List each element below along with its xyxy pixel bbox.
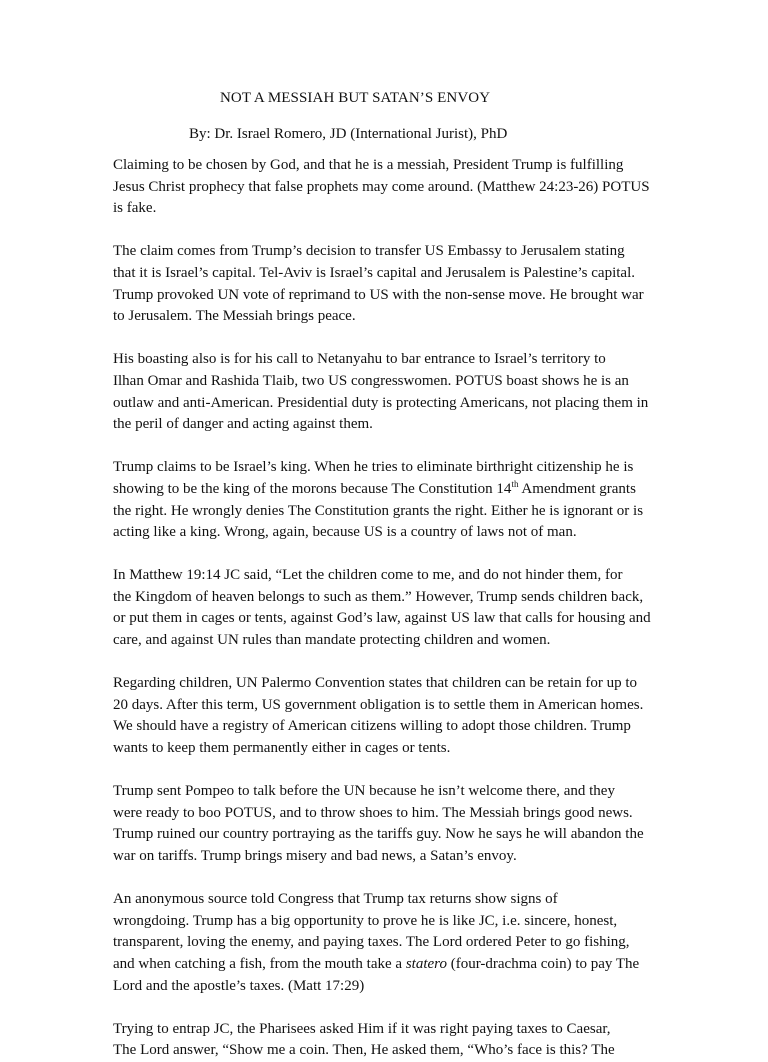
- text-line: Trump claims to be Israel’s king. When he tries to eliminate birthright citizenship he is: [113, 459, 634, 476]
- text-line: His boasting also is for his call to Netanyahu to bar entrance to Israel’s territory to: [113, 351, 606, 368]
- text-line: In Matthew 19:14 JC said, “Let the children come to me, and do not hinder them, for: [113, 567, 623, 584]
- text-line: the peril of danger and acting against them.: [113, 416, 373, 433]
- text-line: Claiming to be chosen by God, and that he is a messiah, President Trump is fulfilling: [113, 157, 624, 173]
- text-segment: showing to be the king of the morons because The Constitution 14: [113, 480, 512, 497]
- paragraph-1: [113, 155, 658, 220]
- text-line: the Kingdom of heaven belongs to such as them.” However, Trump sends children back,: [113, 588, 644, 605]
- text-line: Trump ruined our country portraying as the tariffs guy. Now he says he will abandon the: [113, 826, 644, 843]
- text-line: wants to keep them permanently either in cages or tents.: [113, 740, 451, 757]
- text-line: Ilhan Omar and Rashida Tlaib, two US congresswomen. POTUS boast shows he is an: [113, 372, 629, 389]
- document-title: NOT A MESSIAH BUT SATAN’S ENVOY: [220, 90, 491, 106]
- text-line: Lord and the apostle’s taxes. (Matt 17:29): [113, 977, 365, 994]
- text-line: outlaw and anti-American. Presidential duty is protecting Americans, not placing them in: [113, 394, 649, 411]
- paragraph-9: [113, 1019, 658, 1062]
- text-line: the right. He wrongly denies The Constitution grants the right. Either he is ignorant or is: [113, 502, 644, 519]
- text-line: We should have a registry of American citizens willing to adopt those children. Trump: [113, 718, 631, 735]
- text-line: or put them in cages or tents, against God’s law, against US law that calls for housing and: [113, 610, 651, 627]
- text-line: An anonymous source told Congress that Trump tax returns show signs of: [113, 891, 558, 908]
- text-line: that it is Israel’s capital. Tel-Aviv is Israel’s capital and Jerusalem is Palestine’s capital.: [113, 264, 635, 281]
- text-line: The Lord answer, “Show me a coin. Then, He asked them, “Who’s face is this? The: [113, 1042, 615, 1059]
- text-line: Trying to entrap JC, the Pharisees asked Him if it was right paying taxes to Caesar,: [113, 1020, 611, 1037]
- text-line: is fake.: [113, 200, 157, 217]
- text-line: wrongdoing. Trump has a big opportunity to prove he is like JC, i.e. sincere, honest,: [113, 912, 618, 929]
- ordinal-superscript: th: [511, 478, 519, 489]
- text-line: Trump sent Pompeo to talk before the UN because he isn’t welcome there, and they: [113, 783, 615, 800]
- text-line: were ready to boo POTUS, and to throw shoes to him. The Messiah brings good news.: [113, 804, 633, 821]
- text-line: transparent, loving the enemy, and paying taxes. The Lord ordered Peter to go fishing,: [113, 934, 630, 951]
- text-line: Regarding children, UN Palermo Convention states that children can be retain for up to: [113, 675, 638, 692]
- text-line: The claim comes from Trump’s decision to transfer US Embassy to Jerusalem stating: [113, 243, 625, 260]
- text-segment: Amendment grants: [518, 480, 636, 497]
- text-segment: and when catching a fish, from the mouth take a: [113, 955, 406, 972]
- text-line: 20 days. After this term, US government obligation is to settle them in American homes.: [113, 696, 644, 713]
- text-line: Trump provoked UN vote of reprimand to US with the non-sense move. He brought war: [113, 286, 644, 303]
- text-line: to Jerusalem. The Messiah brings peace.: [113, 308, 356, 325]
- text-line: Jesus Christ prophecy that false prophets may come around. (Matthew 24:23-26) POTUS: [113, 178, 650, 195]
- text-segment: (four-drachma coin) to pay The: [446, 955, 640, 972]
- paragraph-7: [113, 781, 658, 867]
- text-line: [113, 479, 658, 501]
- text-line: care, and against UN rules than mandate protecting children and women.: [113, 632, 551, 649]
- paragraph-3: [113, 349, 658, 435]
- document-body: [113, 155, 658, 1062]
- text-line: acting like a king. Wrong, again, because US is a country of laws not of man.: [113, 524, 577, 541]
- paragraph-5: [113, 565, 658, 651]
- author-byline: By: Dr. Israel Romero, JD (International Jurist), PhD: [189, 126, 508, 142]
- text-line: [113, 954, 658, 976]
- paragraph-2: [113, 241, 658, 327]
- text-line: war on tariffs. Trump brings misery and bad news, a Satan’s envoy.: [113, 848, 517, 864]
- italic-term: statero: [405, 955, 447, 972]
- paragraph-6: [113, 673, 658, 759]
- paragraph-8: [113, 889, 658, 997]
- paragraph-4: [113, 457, 658, 543]
